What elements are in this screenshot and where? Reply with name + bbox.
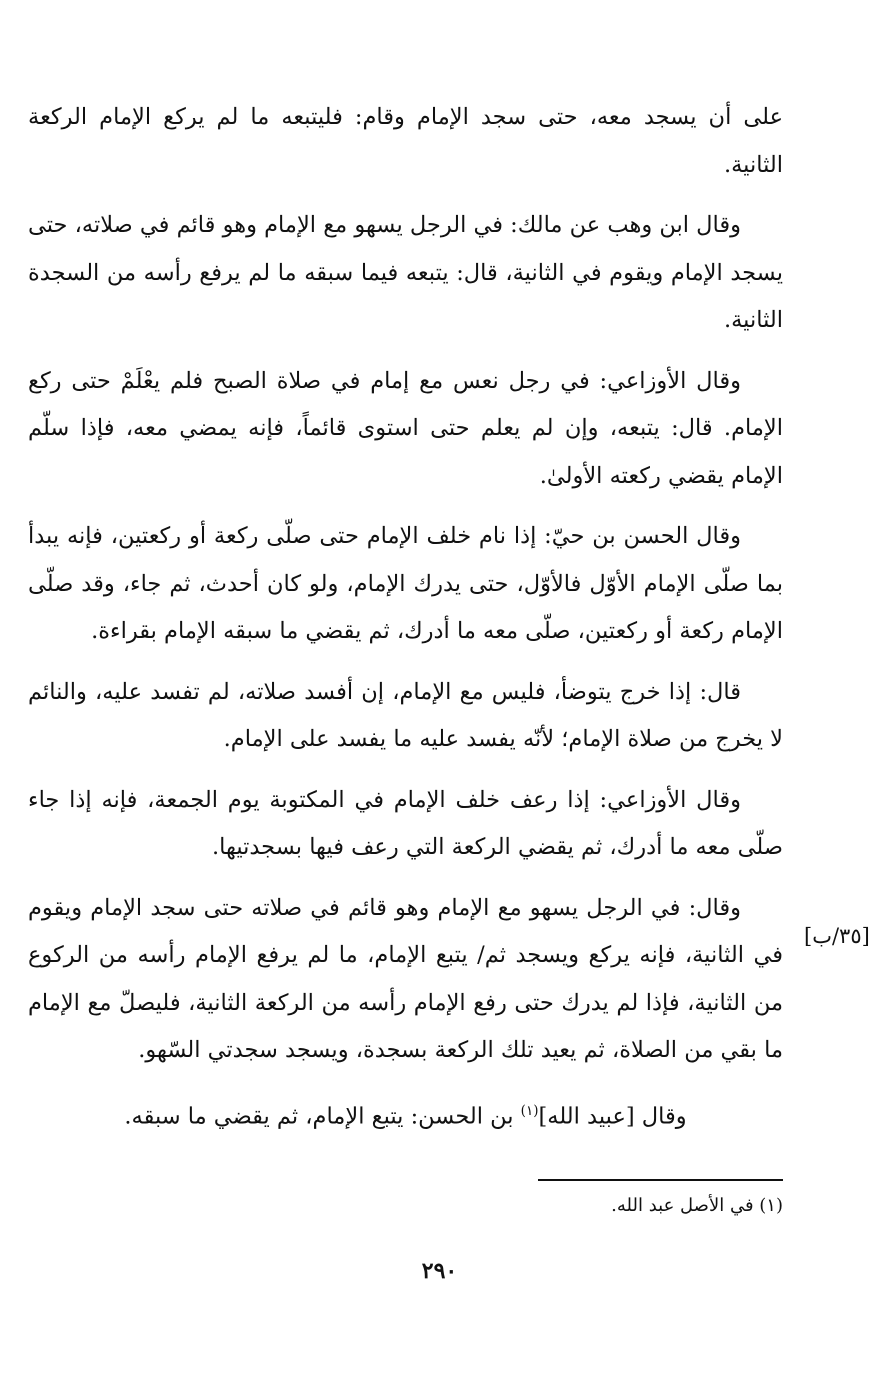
- paragraph-6: وقال الأوزاعي: إذا رعف خلف الإمام في المكتوبة يوم الجمعة، فإنه إذا جاء صلّى معه ما أدرك، ثم يقضي الركعة التي رعف فيها بسجدتيها.: [28, 786, 783, 860]
- paragraph-1: على أن يسجد معه، حتى سجد الإمام وقام: فليتبعه ما لم يركع الإمام الركعة الثانية.: [28, 104, 783, 178]
- page-number: ٢٩٠: [421, 1258, 458, 1284]
- paragraph-8-end: بن الحسن: يتبع الإمام، ثم يقضي ما سبقه.: [124, 1103, 521, 1129]
- main-text: [28, 94, 783, 1154]
- paragraph-2: وقال ابن وهب عن مالك: في الرجل يسهو مع الإمام وهو قائم في صلاته، حتى يسجد الإمام ويقوم في الثانية، قال: يتبعه فيما سبقه ما لم يرفع رأسه من السجدة الثانية.: [28, 212, 783, 333]
- marginal-folio-note: [٣٥/ب]: [804, 924, 870, 948]
- footnote: (١) في الأصل عبد الله.: [611, 1195, 783, 1216]
- footnote-divider: [538, 1179, 783, 1181]
- paragraph-8-start: وقال [عبيد الله]: [538, 1103, 687, 1129]
- paragraph-3: وقال الأوزاعي: في رجل نعس مع إمام في صلاة الصبح فلم يعْلَمْ حتى ركع الإمام. قال: يتبعه، وإن لم يعلم حتى استوى قائماً، فإنه يمضي معه، فإذا سلّم الإمام يقضي ركعته الأولىٰ.: [28, 367, 783, 489]
- paragraph-8: [28, 1088, 783, 1141]
- paragraph-7: وقال: في الرجل يسهو مع الإمام وهو قائم في صلاته حتى سجد الإمام ويقوم في الثانية، فإنه يركع ويسجد ثم/ يتبع الإمام، ما لم يرفع الإمام رأسه من الركوع من الثانية، فإذا لم يدرك حتى رفع الإمام رأسه من الركعة الثانية، فليصلّ مع الإمام ما بقي من الصلاة، ثم يعيد تلك الركعة بسجدة، ويسجد سجدتي السّهو.: [28, 894, 783, 1063]
- footnote-reference: (١): [520, 1102, 539, 1119]
- paragraph-5: قال: إذا خرج يتوضأ، فليس مع الإمام، إن أفسد صلاته، لم تفسد عليه، والنائم لا يخرج من صلاة الإمام؛ لأنّه يفسد عليه ما يفسد على الإمام.: [28, 678, 783, 752]
- paragraph-4: وقال الحسن بن حيّ: إذا نام خلف الإمام حتى صلّى ركعة أو ركعتين، فإنه يبدأ بما صلّى الإمام الأوّل فالأوّل، حتى يدرك الإمام، ولو كان أحدث، ثم جاء، وقد صلّى الإمام ركعة أو ركعتين، صلّى معه ما أدرك، ثم يقضي ما سبقه الإمام بقراءة.: [28, 523, 783, 644]
